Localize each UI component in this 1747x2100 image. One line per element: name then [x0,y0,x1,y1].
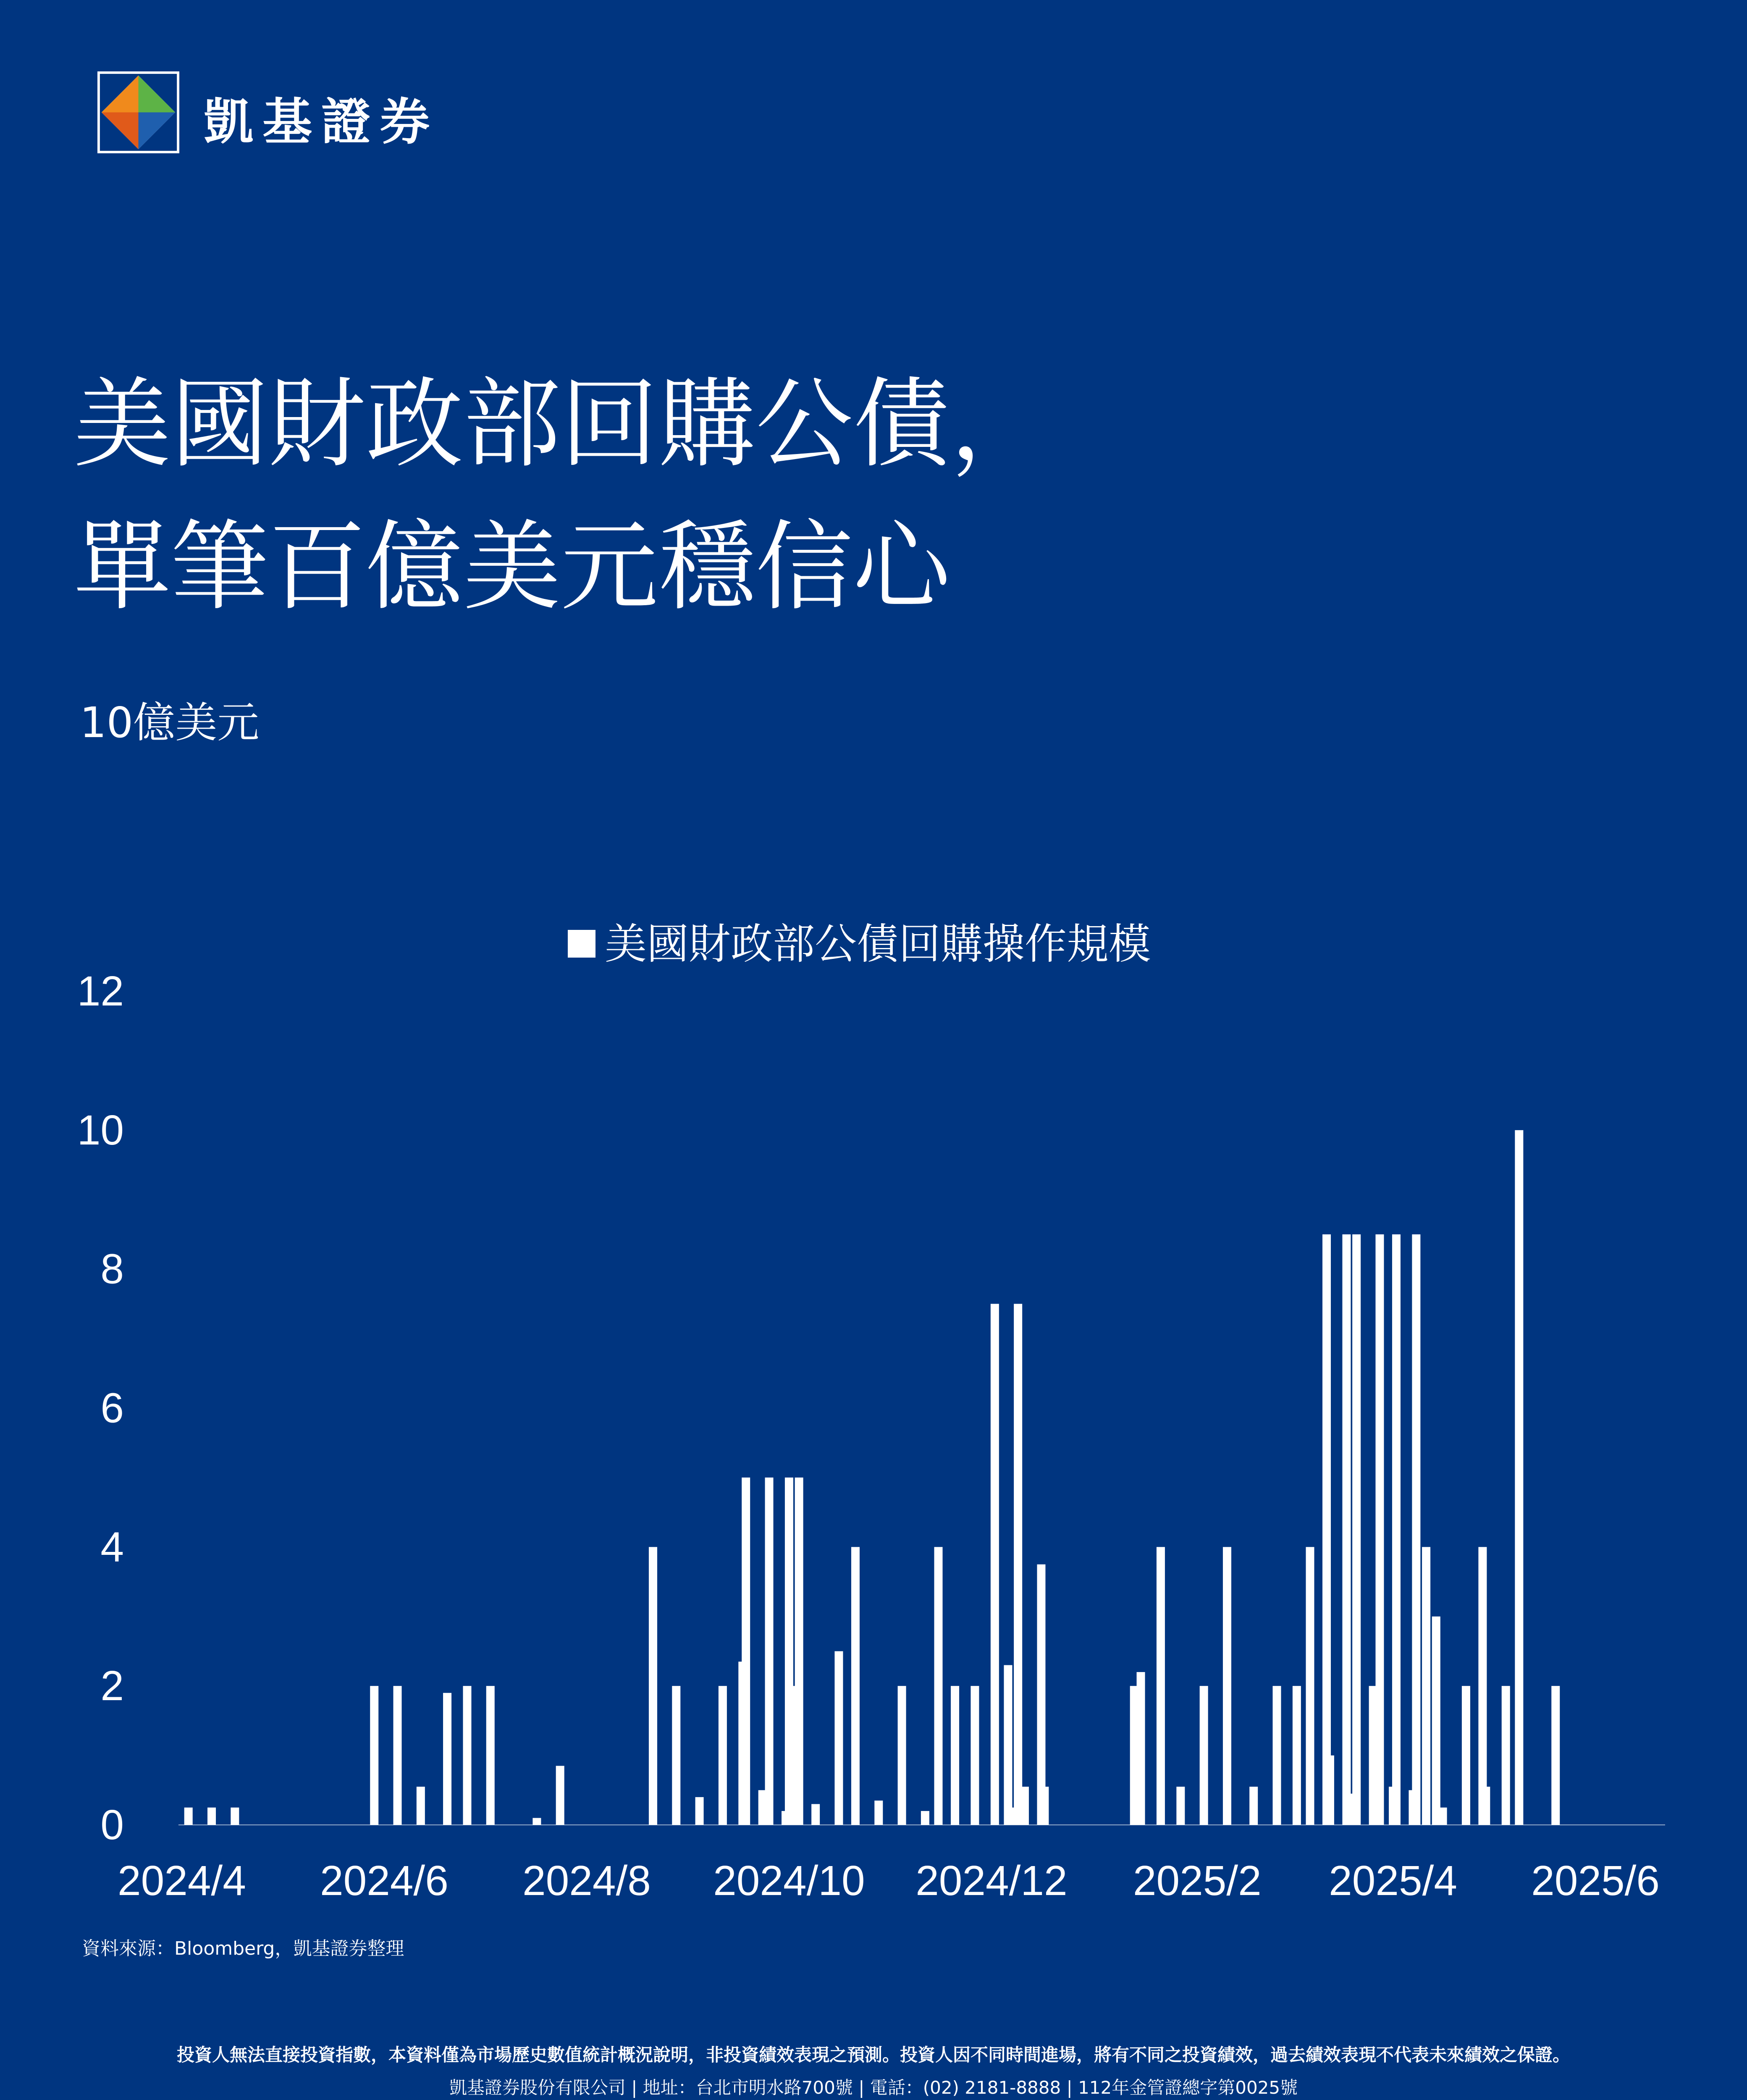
bar [1040,1787,1049,1825]
bar [1551,1686,1560,1825]
bar [1352,1234,1361,1825]
y-tick-label: 10 [77,1106,124,1154]
bar [1020,1787,1029,1825]
bar [1432,1617,1440,1825]
bar [1322,1234,1331,1825]
x-tick-label: 2024/12 [915,1857,1068,1904]
bar [463,1686,471,1825]
bar [672,1686,680,1825]
title-line-2: 單筆百億美元穩信心 [73,510,951,624]
bar [1482,1787,1490,1825]
x-tick-label: 2025/6 [1531,1857,1660,1904]
title-line-1: 美國財政部回購公債， [73,368,1048,481]
company-info: 凱基證券股份有限公司 | 地址：台北市明水路700號 | 電話：(02) 2181-8888 | 112年金管證總字第0025號 [449,2077,1298,2098]
bar [1515,1130,1523,1825]
bar [393,1686,402,1825]
x-tick-label: 2024/4 [117,1857,246,1904]
bar [1392,1234,1401,1825]
bar [719,1686,727,1825]
bar [1439,1808,1447,1825]
bar [1223,1547,1231,1825]
bar [649,1547,657,1825]
bar [1176,1787,1185,1825]
source-note: 資料來源：Bloomberg，凱基證券整理 [82,1938,404,1959]
bar [1422,1547,1430,1825]
bar [811,1804,820,1825]
legend-swatch [568,930,595,958]
bar [1249,1787,1258,1825]
bar [1004,1665,1012,1825]
bar [556,1766,564,1825]
bar [1342,1234,1351,1825]
bar [532,1818,541,1825]
bar [971,1686,979,1825]
bar [1200,1686,1208,1825]
bar [443,1693,451,1825]
y-tick-label: 2 [100,1662,124,1710]
bar [991,1304,999,1825]
legend-label: 美國財政部公債回購操作規模 [605,919,1151,969]
bar [486,1686,495,1825]
unit-label: 10億美元 [80,698,260,747]
bar [795,1478,803,1825]
bar [1014,1304,1022,1825]
bar [898,1686,906,1825]
bar [417,1787,425,1825]
bar [1037,1564,1045,1825]
y-tick-label: 8 [100,1245,124,1293]
bar [834,1651,843,1825]
bar [184,1808,193,1825]
x-tick-label: 2025/4 [1329,1857,1457,1904]
y-tick-label: 0 [100,1801,124,1848]
bar [1326,1756,1334,1825]
bar [1412,1234,1420,1825]
bar [1293,1686,1301,1825]
bar [742,1478,750,1825]
x-tick-label: 2024/6 [320,1857,449,1904]
x-tick-label: 2024/8 [522,1857,651,1904]
x-tick-label: 2025/2 [1133,1857,1262,1904]
bar [1272,1686,1281,1825]
bar [207,1808,216,1825]
disclaimer: 投資人無法直接投資指數，本資料僅為市場歷史數值統計概況說明，非投資績效表現之預測。投資人因不同時間進場，將有不同之投資績效，過去績效表現不代表未來績效之保證。 [176,2045,1570,2065]
bar [921,1811,929,1825]
bar [1375,1234,1384,1825]
bar [1478,1547,1487,1825]
bar [695,1797,704,1825]
bar [1157,1547,1165,1825]
x-tick-label: 2024/10 [713,1857,865,1904]
bar [1462,1686,1470,1825]
bar [951,1686,959,1825]
bar [874,1801,883,1825]
bar [1502,1686,1510,1825]
bar [765,1478,774,1825]
bar [1137,1672,1145,1825]
y-tick-label: 12 [77,968,124,1015]
y-tick-label: 4 [100,1523,124,1571]
bar [934,1547,943,1825]
bar [231,1808,239,1825]
brand-name: 凱基證券 [204,93,439,151]
bar [1306,1547,1314,1825]
bar [851,1547,860,1825]
y-tick-label: 6 [100,1384,124,1432]
bar [370,1686,378,1825]
